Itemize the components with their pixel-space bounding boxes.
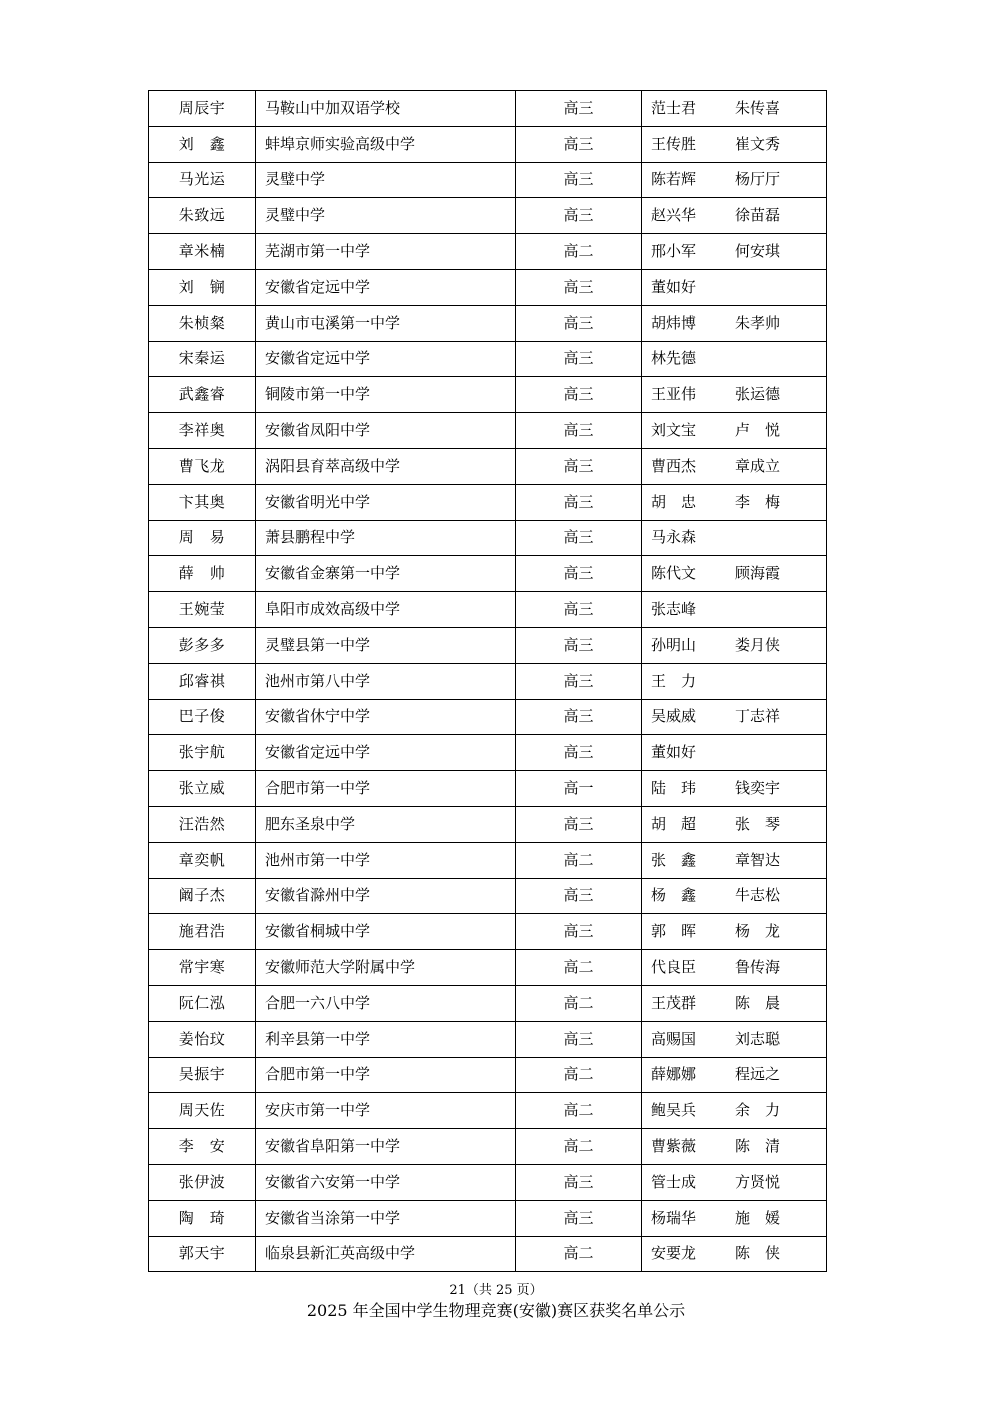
school-name: 安徽省六安第一中学	[256, 1164, 516, 1200]
instructor-1: 鲍吴兵	[651, 1101, 697, 1120]
school-name: 涡阳县育萃高级中学	[256, 448, 516, 484]
student-name: 朱桢粲	[149, 305, 256, 341]
table-row	[149, 806, 827, 842]
instructors	[642, 1093, 827, 1129]
instructor-2: 张 琴	[735, 814, 781, 833]
school-name: 芜湖市第一中学	[256, 234, 516, 270]
instructor-1: 董如好	[651, 277, 697, 296]
table-row	[149, 950, 827, 986]
table-row	[149, 1200, 827, 1236]
instructor-1: 代良臣	[651, 958, 697, 977]
instructor-1: 杨瑞华	[651, 1208, 697, 1227]
instructor-2: 章智达	[735, 850, 781, 869]
instructor-1: 陆 玮	[651, 779, 697, 798]
school-name: 安徽省明光中学	[256, 484, 516, 520]
instructor-1: 王传胜	[651, 134, 697, 153]
instructors	[642, 234, 827, 270]
table-row	[149, 985, 827, 1021]
instructor-1: 薛娜娜	[651, 1065, 697, 1084]
page-number: 21（共 25 页）	[449, 1283, 543, 1298]
instructors	[642, 914, 827, 950]
instructor-2: 徐苗磊	[735, 206, 781, 225]
grade-level: 高二	[516, 1236, 642, 1272]
student-name: 朱致远	[149, 198, 256, 234]
instructor-2: 卢 悦	[735, 421, 781, 440]
grade-level: 高三	[516, 592, 642, 628]
instructor-1: 吴威威	[651, 707, 697, 726]
school-name: 灵璧中学	[256, 198, 516, 234]
award-table-body	[149, 91, 827, 1272]
instructor-2: 丁志祥	[735, 707, 781, 726]
table-row	[149, 627, 827, 663]
student-name: 阮仁泓	[149, 985, 256, 1021]
award-table	[148, 90, 827, 1272]
instructors	[642, 377, 827, 413]
table-row	[149, 914, 827, 950]
instructor-2: 程远之	[735, 1065, 781, 1084]
grade-level: 高三	[516, 198, 642, 234]
school-name: 肥东圣泉中学	[256, 806, 516, 842]
grade-level: 高三	[516, 914, 642, 950]
school-name: 马鞍山中加双语学校	[256, 91, 516, 127]
school-name: 萧县鹏程中学	[256, 520, 516, 556]
instructor-2: 施 媛	[735, 1208, 781, 1227]
school-name: 安徽师范大学附属中学	[256, 950, 516, 986]
table-row	[149, 269, 827, 305]
instructors	[642, 1129, 827, 1165]
table-row	[149, 126, 827, 162]
instructors	[642, 1164, 827, 1200]
instructors	[642, 1021, 827, 1057]
student-name: 姜怡玟	[149, 1021, 256, 1057]
instructor-1: 董如好	[651, 743, 697, 762]
instructor-1: 陈若辉	[651, 170, 697, 189]
school-name: 蚌埠京师实验高级中学	[256, 126, 516, 162]
grade-level: 高三	[516, 305, 642, 341]
instructors	[642, 1200, 827, 1236]
instructors	[642, 592, 827, 628]
instructors	[642, 556, 827, 592]
instructors	[642, 806, 827, 842]
document-title: 2025 年全国中学生物理竞赛(安徽)赛区获奖名单公示	[306, 1301, 686, 1320]
instructor-1: 邢小军	[651, 242, 697, 261]
grade-level: 高三	[516, 1021, 642, 1057]
grade-level: 高三	[516, 377, 642, 413]
instructor-1: 张志峰	[651, 600, 697, 619]
student-name: 汪浩然	[149, 806, 256, 842]
instructor-2: 崔文秀	[735, 134, 781, 153]
school-name: 安徽省定远中学	[256, 269, 516, 305]
student-name: 周辰宇	[149, 91, 256, 127]
table-row	[149, 878, 827, 914]
instructor-1: 赵兴华	[651, 206, 697, 225]
instructor-1: 孙明山	[651, 635, 697, 654]
school-name: 合肥一六八中学	[256, 985, 516, 1021]
student-name: 王婉莹	[149, 592, 256, 628]
student-name: 邱睿祺	[149, 663, 256, 699]
instructors	[642, 1057, 827, 1093]
instructor-2: 牛志松	[735, 886, 781, 905]
instructors	[642, 950, 827, 986]
instructors	[642, 627, 827, 663]
school-name: 安庆市第一中学	[256, 1093, 516, 1129]
instructor-1: 胡 超	[651, 814, 697, 833]
instructors	[642, 126, 827, 162]
school-name: 安徽省定远中学	[256, 735, 516, 771]
instructor-1: 胡炜博	[651, 313, 697, 332]
table-row	[149, 1129, 827, 1165]
grade-level: 高三	[516, 484, 642, 520]
table-row	[149, 842, 827, 878]
table-row	[149, 234, 827, 270]
table-row	[149, 341, 827, 377]
student-name: 张宇航	[149, 735, 256, 771]
grade-level: 高二	[516, 950, 642, 986]
student-name: 阚子杰	[149, 878, 256, 914]
instructor-2: 杨厅厅	[735, 170, 781, 189]
school-name: 铜陵市第一中学	[256, 377, 516, 413]
student-name: 周天佐	[149, 1093, 256, 1129]
instructor-2: 鲁传海	[735, 958, 781, 977]
table-row	[149, 592, 827, 628]
school-name: 临泉县新汇英高级中学	[256, 1236, 516, 1272]
table-row	[149, 771, 827, 807]
grade-level: 高三	[516, 663, 642, 699]
student-name: 张伊波	[149, 1164, 256, 1200]
instructor-2: 钱奕宇	[735, 779, 781, 798]
school-name: 安徽省金寨第一中学	[256, 556, 516, 592]
grade-level: 高三	[516, 341, 642, 377]
instructor-2: 顾海霞	[735, 564, 781, 583]
instructor-1: 陈代文	[651, 564, 697, 583]
grade-level: 高二	[516, 842, 642, 878]
instructor-2: 张运德	[735, 385, 781, 404]
table-row	[149, 305, 827, 341]
table-row	[149, 198, 827, 234]
table-row	[149, 413, 827, 449]
instructor-1: 郭 晖	[651, 922, 697, 941]
school-name: 安徽省当涂第一中学	[256, 1200, 516, 1236]
table-row	[149, 663, 827, 699]
instructors	[642, 448, 827, 484]
instructor-2: 余 力	[735, 1101, 781, 1120]
instructors	[642, 699, 827, 735]
table-row	[149, 484, 827, 520]
table-row	[149, 377, 827, 413]
table-row	[149, 735, 827, 771]
instructor-1: 林先德	[651, 349, 697, 368]
school-name: 安徽省休宁中学	[256, 699, 516, 735]
instructor-1: 张 鑫	[651, 850, 697, 869]
table-row	[149, 520, 827, 556]
student-name: 张立威	[149, 771, 256, 807]
instructor-1: 刘文宝	[651, 421, 697, 440]
student-name: 章奕帆	[149, 842, 256, 878]
student-name: 马光运	[149, 162, 256, 198]
instructor-1: 王 力	[651, 671, 697, 690]
instructors	[642, 413, 827, 449]
table-row	[149, 1093, 827, 1129]
student-name: 吴振宇	[149, 1057, 256, 1093]
table-row	[149, 1057, 827, 1093]
instructor-2: 陈 侠	[735, 1244, 781, 1263]
grade-level: 高三	[516, 699, 642, 735]
table-row	[149, 1236, 827, 1272]
instructor-1: 王茂群	[651, 993, 697, 1012]
instructor-2: 陈 清	[735, 1137, 781, 1155]
grade-level: 高三	[516, 878, 642, 914]
student-name: 巴子俊	[149, 699, 256, 735]
instructor-1: 管士成	[651, 1172, 697, 1191]
school-name: 安徽省阜阳第一中学	[256, 1129, 516, 1165]
table-row	[149, 1021, 827, 1057]
instructor-1: 杨 鑫	[651, 886, 697, 905]
grade-level: 高二	[516, 234, 642, 270]
school-name: 灵璧县第一中学	[256, 627, 516, 663]
school-name: 合肥市第一中学	[256, 1057, 516, 1093]
school-name: 池州市第八中学	[256, 663, 516, 699]
grade-level: 高三	[516, 556, 642, 592]
student-name: 周 易	[149, 520, 256, 556]
school-name: 安徽省桐城中学	[256, 914, 516, 950]
student-name: 曹飞龙	[149, 448, 256, 484]
instructor-2: 杨 龙	[735, 922, 781, 941]
school-name: 合肥市第一中学	[256, 771, 516, 807]
student-name: 卞其奥	[149, 484, 256, 520]
school-name: 灵璧中学	[256, 162, 516, 198]
instructor-1: 曹西杰	[651, 456, 697, 475]
school-name: 黄山市屯溪第一中学	[256, 305, 516, 341]
student-name: 刘 鑫	[149, 126, 256, 162]
grade-level: 高二	[516, 1093, 642, 1129]
grade-level: 高三	[516, 735, 642, 771]
instructors	[642, 735, 827, 771]
instructors	[642, 520, 827, 556]
instructors	[642, 162, 827, 198]
table-row	[149, 699, 827, 735]
student-name: 李 安	[149, 1129, 256, 1165]
instructor-2: 朱孝帅	[735, 313, 781, 332]
student-name: 章米楠	[149, 234, 256, 270]
student-name: 刘 锎	[149, 269, 256, 305]
grade-level: 高三	[516, 91, 642, 127]
student-name: 薛 帅	[149, 556, 256, 592]
grade-level: 高二	[516, 1057, 642, 1093]
instructors	[642, 771, 827, 807]
student-name: 郭天宇	[149, 1236, 256, 1272]
grade-level: 高三	[516, 413, 642, 449]
grade-level: 高三	[516, 162, 642, 198]
table-row	[149, 556, 827, 592]
grade-level: 高三	[516, 806, 642, 842]
table-row	[149, 1164, 827, 1200]
school-name: 安徽省滁州中学	[256, 878, 516, 914]
grade-level: 高一	[516, 771, 642, 807]
grade-level: 高三	[516, 1200, 642, 1236]
instructor-2: 陈 晨	[735, 993, 781, 1012]
student-name: 常宇寒	[149, 950, 256, 986]
instructor-1: 范士君	[651, 98, 697, 117]
school-name: 池州市第一中学	[256, 842, 516, 878]
grade-level: 高三	[516, 1164, 642, 1200]
table-row	[149, 448, 827, 484]
school-name: 阜阳市成效高级中学	[256, 592, 516, 628]
school-name: 安徽省凤阳中学	[256, 413, 516, 449]
instructor-2: 刘志聪	[735, 1029, 781, 1048]
grade-level: 高二	[516, 1129, 642, 1165]
grade-level: 高三	[516, 627, 642, 663]
instructor-1: 马永森	[651, 528, 697, 547]
instructor-2: 娄月侠	[735, 635, 781, 654]
grade-level: 高三	[516, 448, 642, 484]
instructor-2: 方贤悦	[735, 1172, 781, 1191]
instructors	[642, 341, 827, 377]
table-row	[149, 162, 827, 198]
instructors	[642, 878, 827, 914]
instructors	[642, 1236, 827, 1272]
table-row	[149, 91, 827, 127]
instructor-1: 王亚伟	[651, 385, 697, 404]
student-name: 武鑫睿	[149, 377, 256, 413]
instructor-1: 曹紫薇	[651, 1137, 697, 1155]
student-name: 彭多多	[149, 627, 256, 663]
student-name: 陶 琦	[149, 1200, 256, 1236]
instructors	[642, 484, 827, 520]
instructors	[642, 305, 827, 341]
instructor-1: 高赐国	[651, 1029, 697, 1048]
grade-level: 高二	[516, 985, 642, 1021]
grade-level: 高三	[516, 520, 642, 556]
school-name: 利辛县第一中学	[256, 1021, 516, 1057]
student-name: 施君浩	[149, 914, 256, 950]
student-name: 宋秦运	[149, 341, 256, 377]
instructor-2: 章成立	[735, 456, 781, 475]
instructors	[642, 985, 827, 1021]
instructors	[642, 842, 827, 878]
instructors	[642, 269, 827, 305]
instructors	[642, 663, 827, 699]
instructor-1: 安要龙	[651, 1244, 697, 1263]
student-name: 李祥奥	[149, 413, 256, 449]
grade-level: 高三	[516, 269, 642, 305]
school-name: 安徽省定远中学	[256, 341, 516, 377]
instructor-1: 胡 忠	[651, 492, 697, 511]
instructor-2: 李 梅	[735, 492, 781, 511]
instructor-2: 朱传喜	[735, 98, 781, 117]
instructors	[642, 91, 827, 127]
instructor-2: 何安琪	[735, 242, 781, 261]
instructors	[642, 198, 827, 234]
grade-level: 高三	[516, 126, 642, 162]
